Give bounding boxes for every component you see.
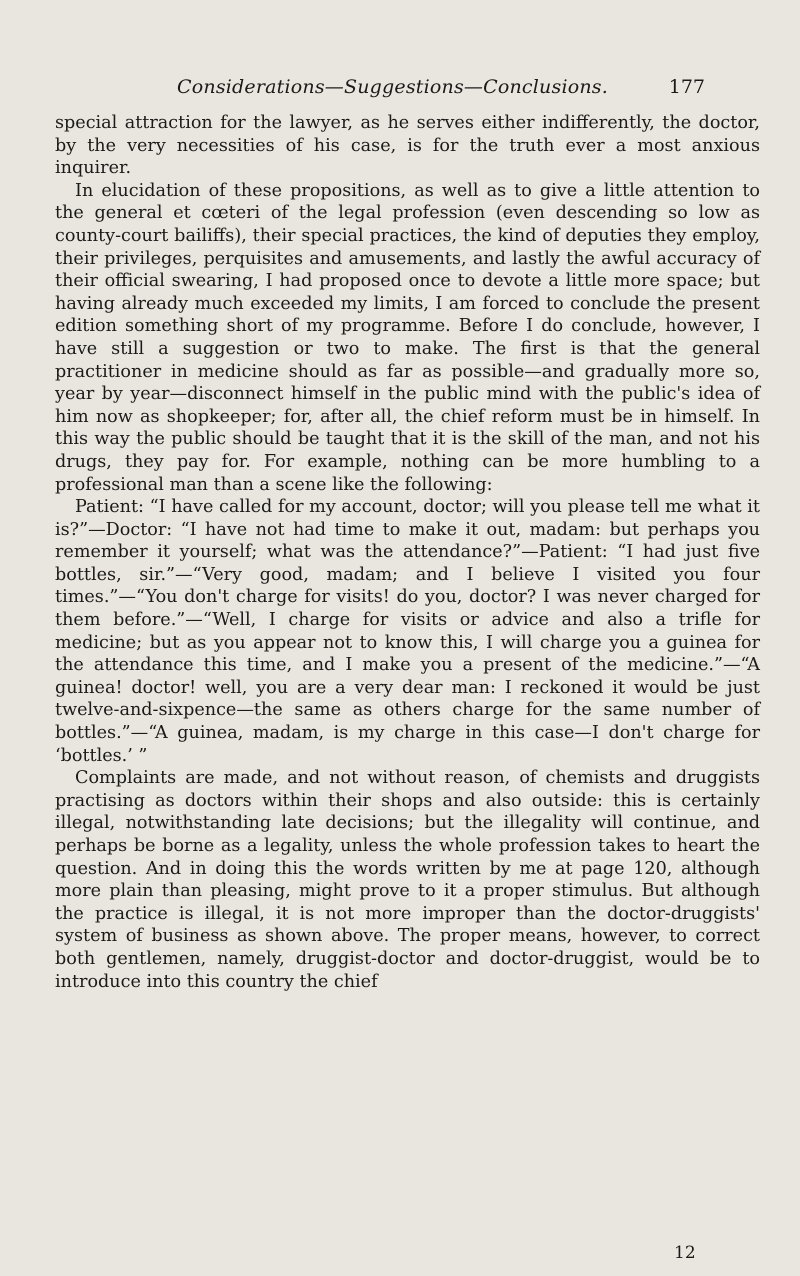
page-header: [140, 76, 705, 104]
running-title: Considerations—Suggestions—Conclusions.: [177, 76, 608, 98]
page-number: 177: [668, 76, 705, 98]
paragraph-elucidation: In elucidation of these propositions, as well as to give a little attention to the general et cœteri of the legal profession (even descending so low as county-court bailiffs), their special practices, the kind of deputies they employ, their privileges, perquisites and amusements, and lastly the awful accuracy of their official swearing, I had proposed once to devote a little more space; but having already much exceeded my limits, I am forced to conclude the present edition something short of my programme. Before I do conclude, however, I have still a suggestion or two to make. The first is that the general practitioner in medicine should as far as possible—and gradually more so, year by year—disconnect himself in the public mind with the public's idea of him now as shopkeeper; for, after all, the chief reform must be in himself. In this way the public should be taught that it is the skill of the man, and not his drugs, they pay for. For example, nothing can be more humbling to a professional man than a scene like the following:: [55, 180, 760, 495]
paragraph-complaints: Complaints are made, and not without reason, of chemists and druggists practising as doctors within their shops and also outside: this is certainly illegal, notwithstanding late decisions; but the illegality will continue, and perhaps be borne as a legality, unless the whole profession takes to heart the question. And in doing this the words written by me at page 120, although more plain than pleasing, might prove to it a proper stimulus. But although the practice is illegal, it is not more improper than the doctor-druggists' system of business as shown above. The proper means, however, to correct both gentlemen, namely, druggist-doctor and doctor-druggist, would be to introduce into this country the chief: [55, 768, 760, 992]
signature-mark: 12: [674, 1243, 696, 1263]
paragraph-continuation: special attraction for the lawyer, as he serves either indifferently, the doctor, by the very necessities of his case, is for the truth ever a most anxious inquirer.: [55, 113, 760, 179]
body-text: [55, 112, 760, 993]
paragraph-dialogue: Patient: “I have called for my account, doctor; will you please tell me what it is?”—Doctor: “I have not had time to make it out, madam: but perhaps you remember it yourself; what was the attendance?”—Patient: “I had just five bottles, sir.”—“Very good, madam; and I believe I visited you four times.”—“You don't charge for visits! do you, doctor? I was never charged for them before.”—“Well, I charge for visits or advice and also a trifle for medicine; but as you appear not to know this, I will charge you a guinea for the attendance this time, and I make you a present of the medicine.”—“A guinea! doctor! well, you are a very dear man: I reckoned it would be just twelve-and-sixpence—the same as others charge for the same number of bottles.”—“A guinea, madam, is my charge in this case—I don't charge for ‘bottles.’ ”: [55, 497, 760, 766]
